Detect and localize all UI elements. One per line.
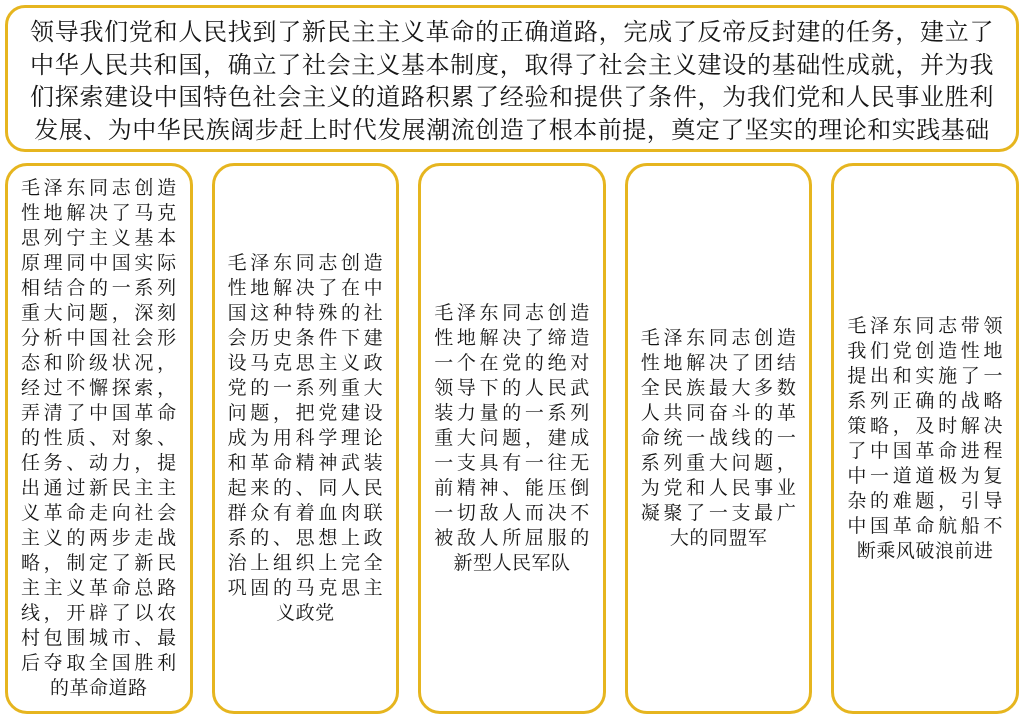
card-revolution-road-text: 毛泽东同志创造性地解决了马克思列宁主义基本原理同中国实际相结合的一系列重大问题，深刻分析中国社会形态和阶级状况，经过不懈探索，弄清了中国革命的性质、对象、任务、动力，提出通过新民主主义革命走向社会主义的两步走战略，制定了新民主主义革命总路线，开辟了以农村包围城市、最后夺取全国胜利的革命道路 [21, 178, 177, 699]
card-strategy-tactics-text: 毛泽东同志带领我们党创造性地提出和实施了一系列正确的战略策略，及时解决了中国革命进程中一道道极为复杂的难题，引导中国革命航船不断乘风破浪前进 [847, 315, 1003, 562]
summary-box [5, 5, 1019, 152]
card-party-building [212, 163, 400, 714]
card-people-army-text: 毛泽东同志创造性地解决了缔造一个在党的绝对领导下的人民武装力量的一系列重大问题，建成一支具有一往无前精神、能压倒一切敌人而决不被敌人所屈服的新型人民军队 [434, 303, 590, 574]
card-party-building-text: 毛泽东同志创造性地解决了在中国这种特殊的社会历史条件下建设马克思主义政党的一系列重大问题，把党建设成为用科学理论和革命精神武装起来的、同人民群众有着血肉联系的、思想上政治上组织上完全巩固的马克思主义政党 [227, 253, 384, 624]
card-people-army [418, 163, 606, 714]
card-united-front-text: 毛泽东同志创造性地解决了团结全民族最大多数人共同奋斗的革命统一战线的一系列重大问题，为党和人民事业凝聚了一支最广大的同盟军 [640, 328, 797, 549]
cards-row [5, 163, 1019, 714]
card-united-front [625, 163, 813, 714]
card-revolution-road [5, 163, 193, 714]
card-strategy-tactics [831, 163, 1019, 714]
summary-text: 领导我们党和人民找到了新民主主义革命的正确道路，完成了反帝反封建的任务，建立了中华人民共和国，确立了社会主义基本制度，取得了社会主义建设的基础性成就，并为我们探索建设中国特色社会主义的道路积累了经验和提供了条件，为我们党和人民事业胜利发展、为中华民族阔步赶上时代发展潮流创造了根本前提，奠定了坚实的理论和实践基础 [30, 20, 994, 144]
